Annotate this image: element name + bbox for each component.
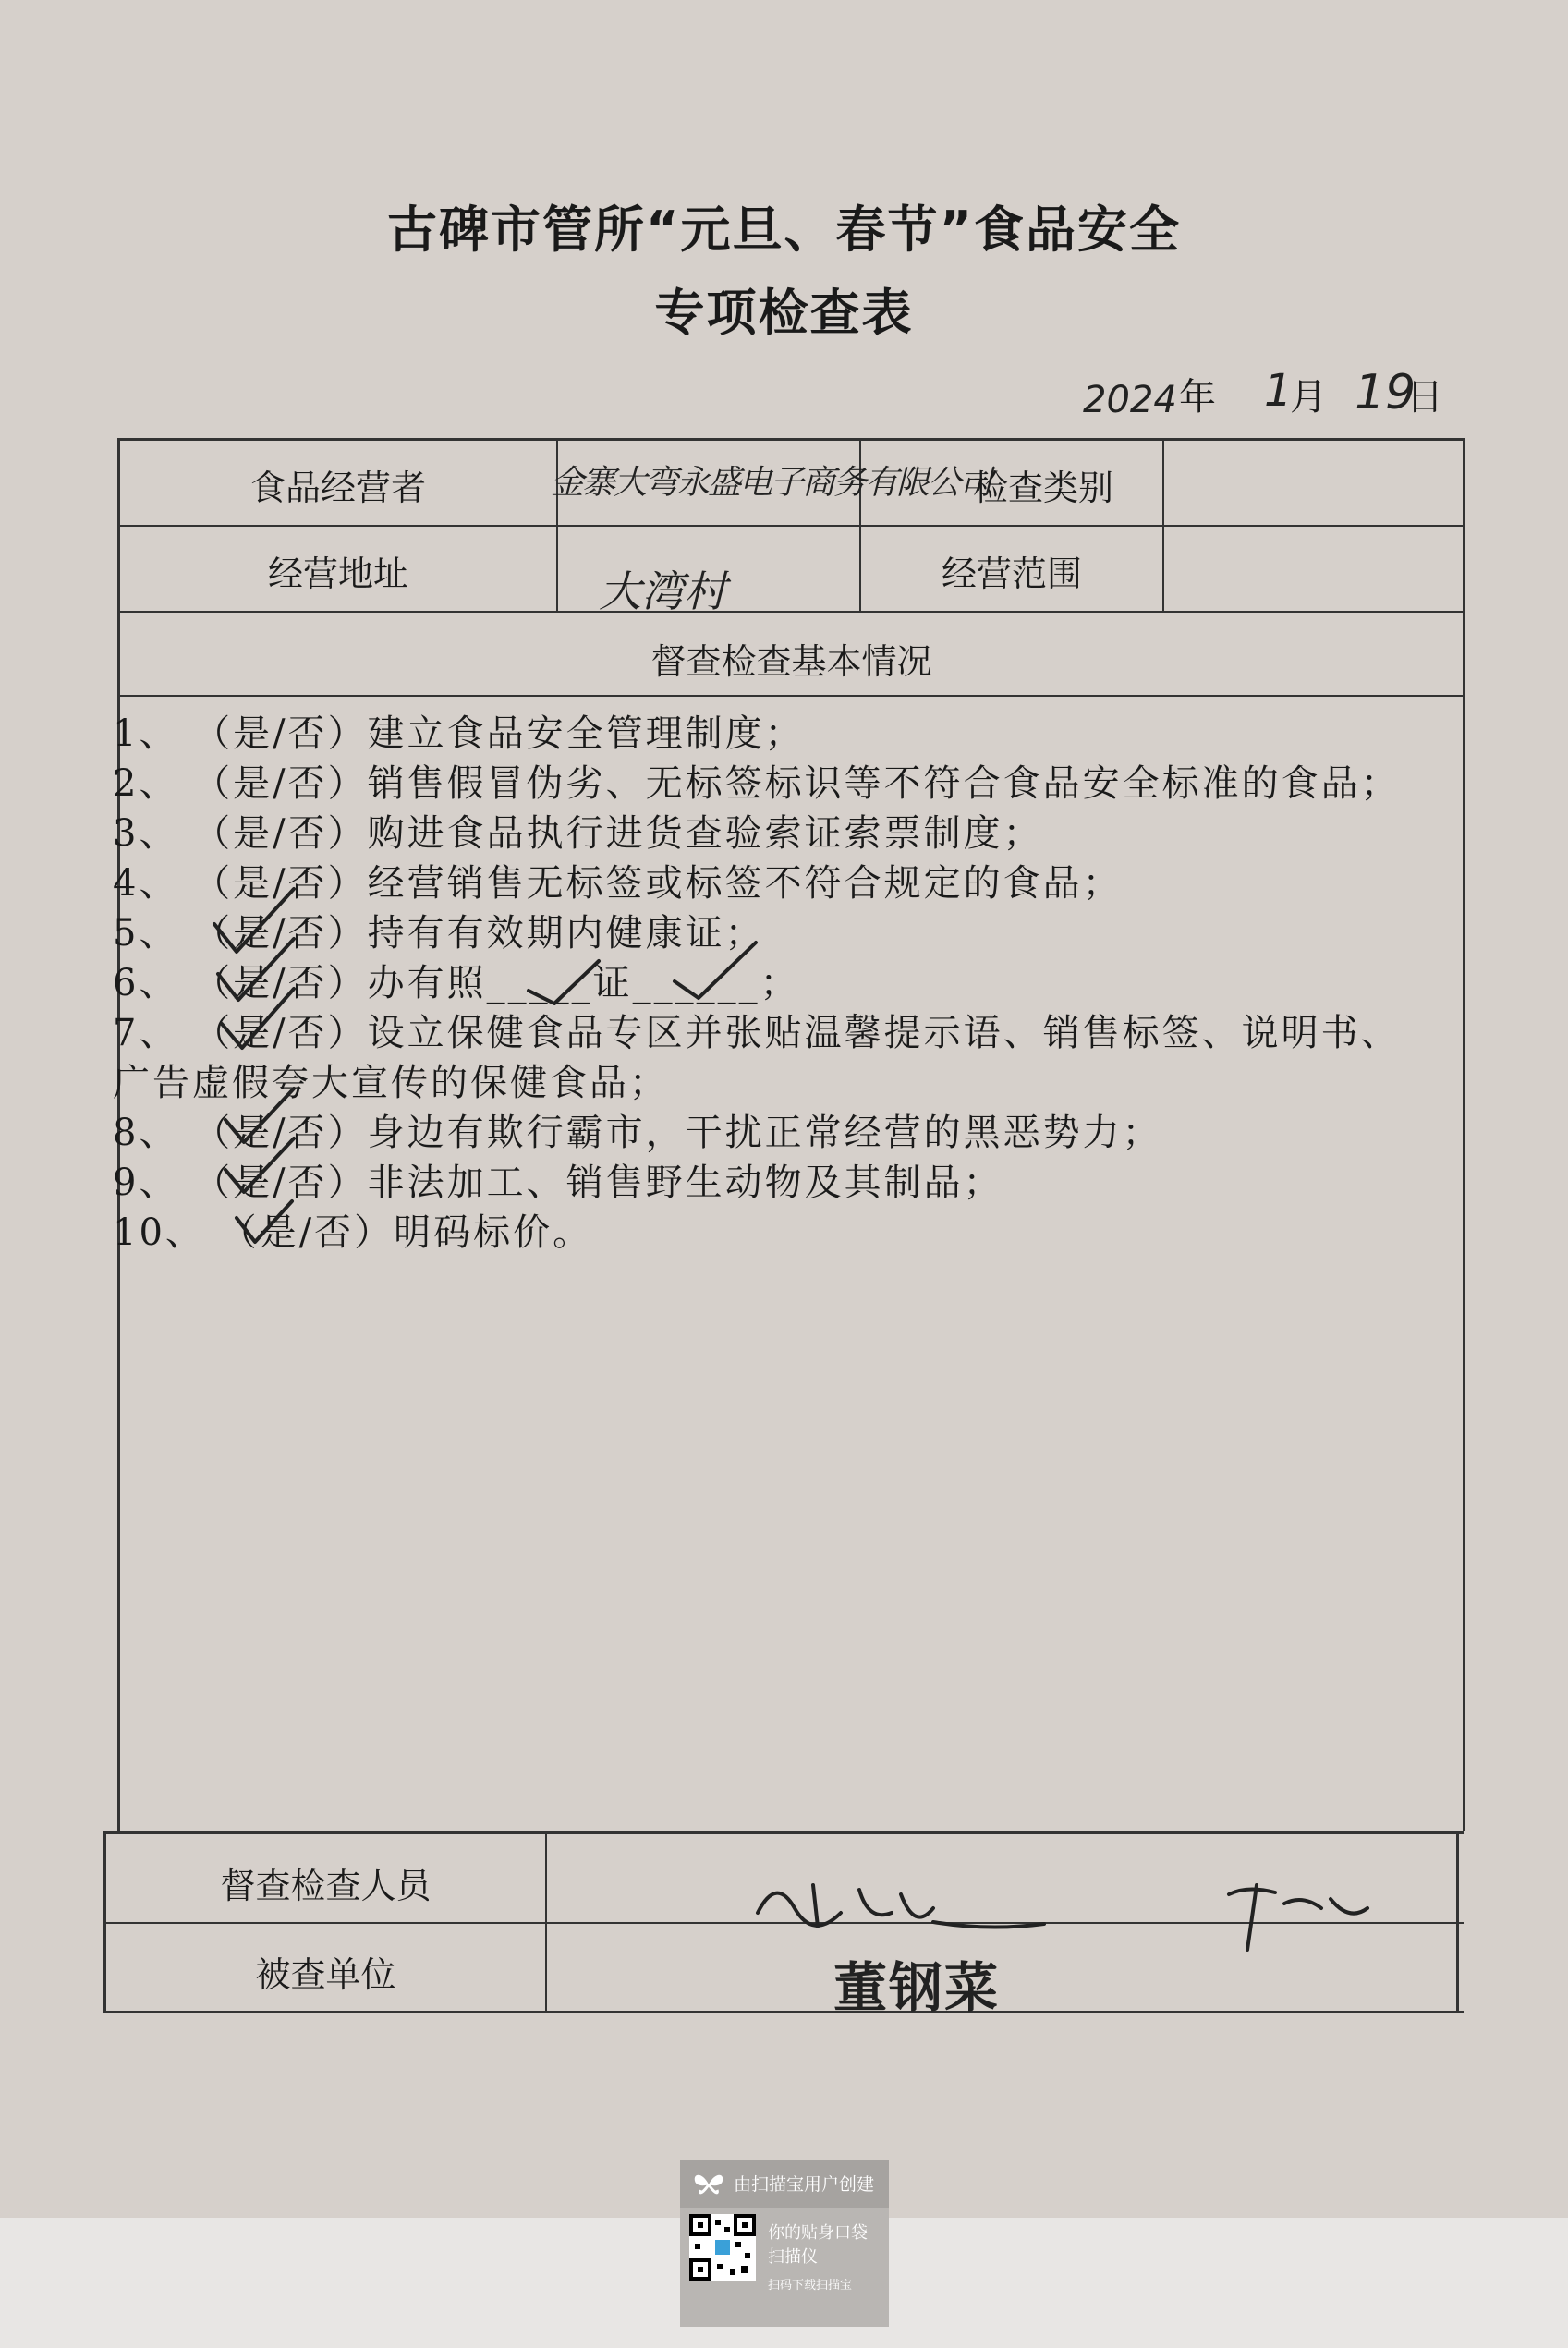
inspector-signatures (730, 1857, 1386, 1959)
checklist-item-3: 3、 （是/否）购进食品执行进货查验索证索票制度； (113, 812, 1043, 855)
address-value: 大湾村 (599, 566, 726, 616)
date-month-unit: 月 (1290, 376, 1327, 419)
checklist-item-5: 5、 （是/否）持有有效期内健康证； (113, 912, 765, 955)
butterfly-icon (693, 2172, 724, 2197)
checklist-item-2: 2、 （是/否）销售假冒伪劣、无标签标识等不符合食品安全标准的食品； (113, 762, 1401, 805)
scanner-app-badge (680, 2160, 889, 2327)
inspector-label: 督查检查人员 (220, 1866, 432, 1906)
checklist-item-10: 10、 （是/否）明码标价。 (113, 1211, 593, 1254)
qr-code-icon (689, 2214, 756, 2281)
date-year-value: 2024 (1083, 379, 1177, 421)
date-day-unit: 日 (1406, 376, 1443, 419)
badge-header (680, 2160, 889, 2208)
badge-line1: 由扫描宝用户创建 (734, 2174, 875, 2195)
checklist-item-9: 9、 （是/否）非法加工、销售野生动物及其制品； (113, 1162, 1003, 1204)
checklist-item-1: 1、 （是/否）建立食品安全管理制度； (113, 712, 805, 755)
inspected-unit-label: 被查单位 (255, 1954, 396, 1995)
operator-value: 金寨大弯永盛电子商务有限公司 (551, 464, 991, 502)
scope-label: 经营范围 (941, 554, 1082, 594)
badge-line3: 扫描仪 (768, 2247, 818, 2267)
date-day-value: 19 (1355, 365, 1416, 420)
inspected-unit-signature: 董钢菜 (833, 1956, 1001, 2019)
section-title: 督查检查基本情况 (650, 641, 932, 682)
checklist-item-4: 4、 （是/否）经营销售无标签或标签不符合规定的食品； (113, 862, 1123, 905)
form-title-line2: 专项检查表 (654, 284, 914, 342)
checklist-item-7: 7、 （是/否）设立保健食品专区并张贴温馨提示语、销售标签、说明书、 (113, 1012, 1401, 1054)
checklist-item-7-continued: 广告虚假夸大宣传的保健食品； (113, 1062, 669, 1104)
address-label: 经营地址 (267, 554, 408, 594)
category-label: 检查类别 (972, 468, 1113, 508)
date-year-unit: 年 (1179, 376, 1216, 419)
checklist-item-8: 8、 （是/否）身边有欺行霸市，干扰正常经营的黑恶势力； (113, 1112, 1162, 1154)
checklist-item-6: 6、 （是/否）办有照_____证______； (113, 962, 800, 1004)
badge-line2: 你的贴身口袋 (768, 2223, 868, 2243)
date-month-value: 1 (1264, 365, 1293, 417)
form-title-line1: 古碑市管所“元旦、春节”食品安全 (387, 201, 1181, 259)
badge-line4: 扫码下载扫描宝 (768, 2279, 853, 2293)
operator-label: 食品经营者 (249, 468, 426, 508)
